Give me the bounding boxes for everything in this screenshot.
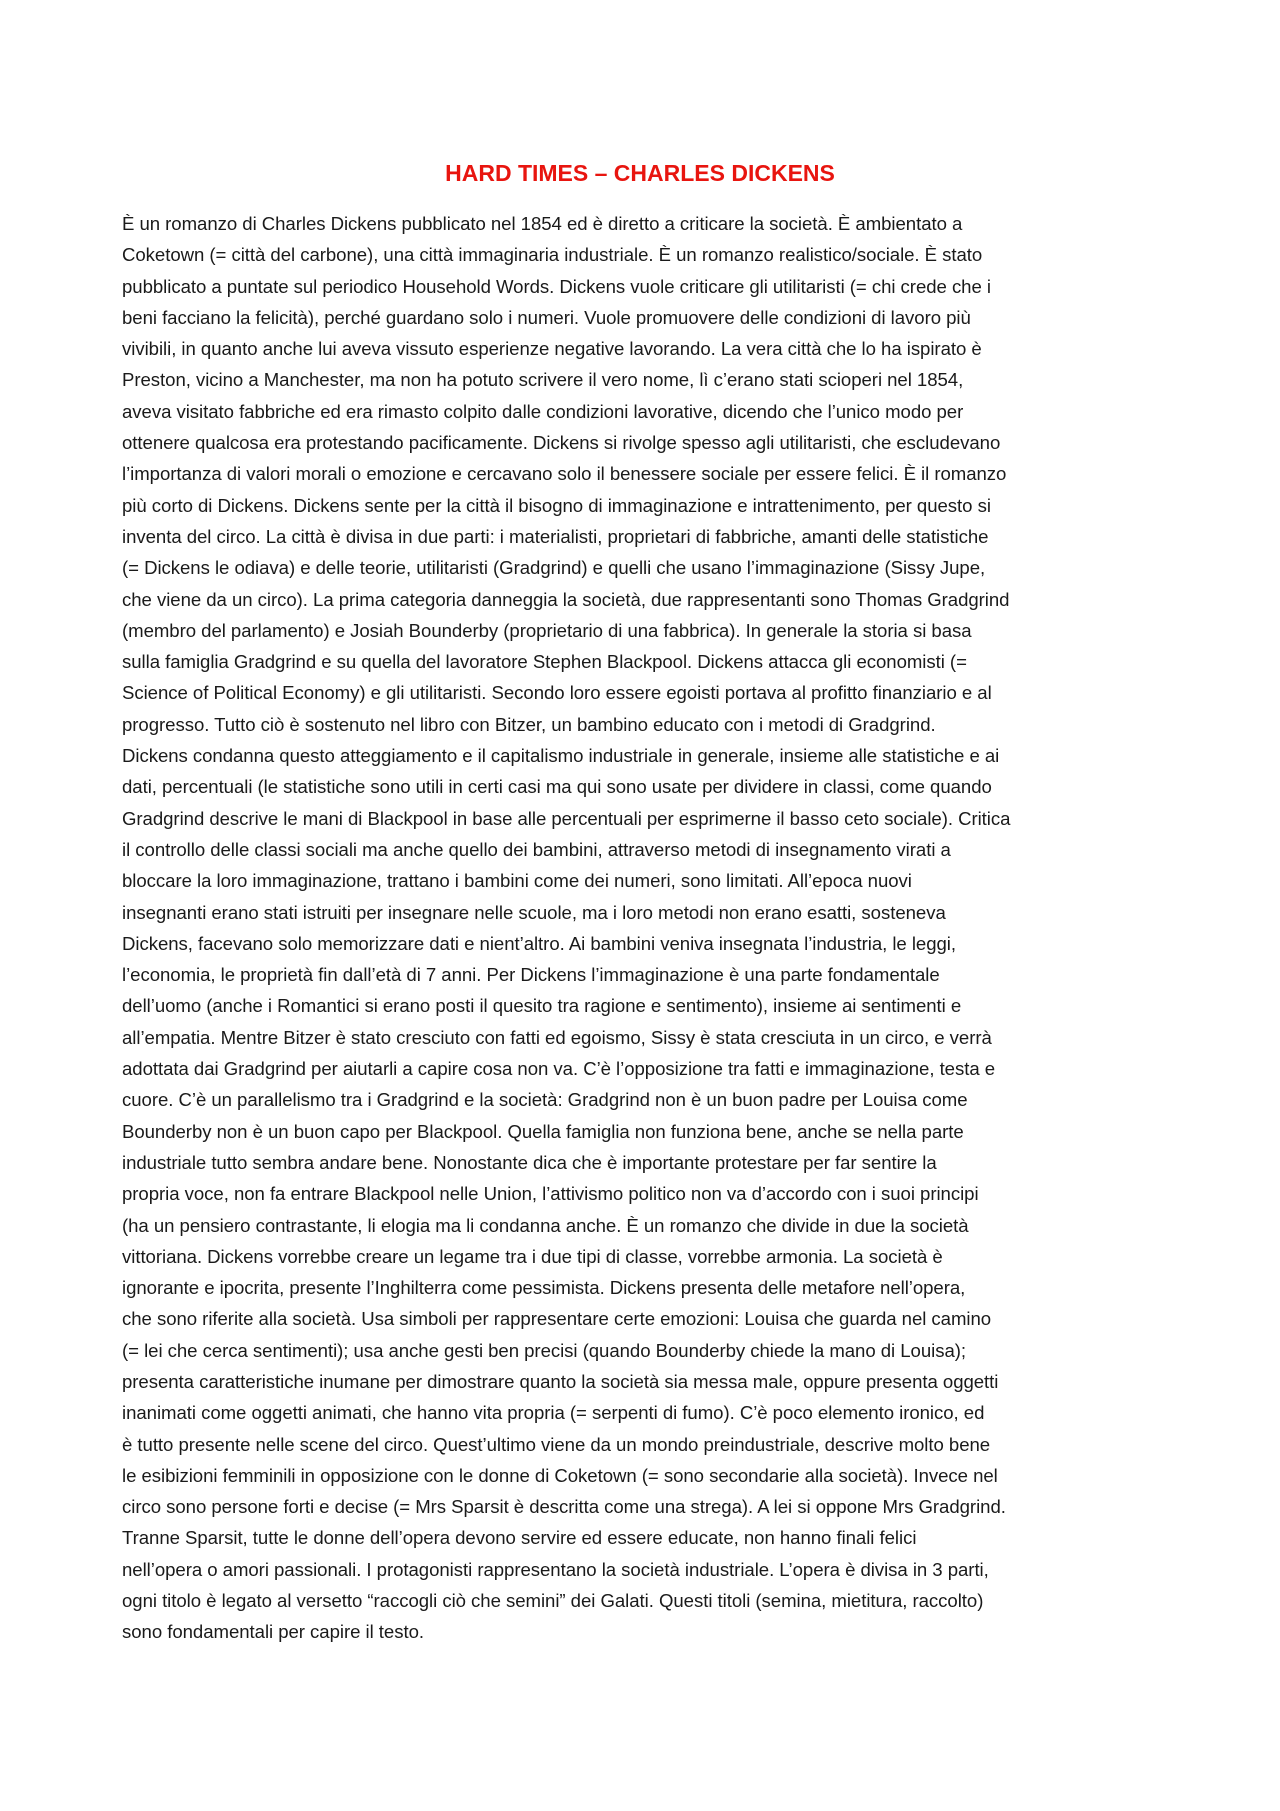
body-paragraph: È un romanzo di Charles Dickens pubblicato nel 1854 ed è diretto a criticare la società. È ambientato a Coketown (= città del carbone), una città immaginaria industriale. È un romanzo realistico/sociale. È stato pubblicato a puntate sul periodico Household Words. Dickens vuole criticare gli utilitaristi (= chi crede che i beni facciano la felicità), perché guardano solo i numeri. Vuole promuovere delle condizioni di lavoro più vivibili, in quanto anche lui aveva vissuto esperienze negative lavorando. La vera città che lo ha ispirato è Preston, vicino a Manchester, ma non ha potuto scrivere il vero nome, lì c’erano stati scioperi nel 1854, aveva visitato fabbriche ed era rimasto colpito dalle condizioni lavorative, dicendo che l’unico modo per ottenere qualcosa era protestando pacificamente. Dickens si rivolge spesso agli utilitaristi, che escludevano l’importanza di valori morali o emozione e cercavano solo il benessere sociale per essere felici. È il romanzo più corto di Dickens. Dickens sente per la città il bisogno di immaginazione e intrattenimento, per questo si inventa del circo. La città è divisa in due parti: i materialisti, proprietari di fabbriche, amanti delle statistiche (= Dickens le odiava) e delle teorie, utilitaristi (Gradgrind) e quelli che usano l’immaginazione (Sissy Jupe, che viene da un circo). La prima categoria danneggia la società, due rappresentanti sono Thomas Gradgrind (membro del parlamento) e Josiah Bounderby (proprietario di una fabbrica). In generale la storia si basa sulla famiglia Gradgrind e su quella del lavoratore Stephen Blackpool. Dickens attacca gli economisti (= Science of Political Economy) e gli utilitaristi. Secondo loro essere egoisti portava al profitto finanziario e al progresso. Tutto ciò è sostenuto nel libro con Bitzer, un bambino educato con i metodi di Gradgrind. Dickens condanna questo atteggiamento e il capitalismo industriale in generale, insieme alle statistiche e ai dati, percentuali (le statistiche sono utili in certi casi ma qui sono usate per dividere in classi, come quando Gradgrind descrive le mani di Blackpool in base alle percentuali per esprimerne il basso ceto sociale). Critica il controllo delle classi sociali ma anche quello dei bambini, attraverso metodi di insegnamento virati a bloccare la loro immaginazione, trattano i bambini come dei numeri, sono limitati. All’epoca nuovi insegnanti erano stati istruiti per insegnare nelle scuole, ma i loro metodi non erano esatti, sosteneva Dickens, facevano solo memorizzare dati e nient’altro. Ai bambini veniva insegnata l’industria, le leggi, l’economia, le proprietà fin dall’età di 7 anni. Per Dickens l’immaginazione è una parte fondamentale dell’uomo (anche i Romantici si erano posti il quesito tra ragione e sentimento), insieme ai sentimenti e all’empatia. Mentre Bitzer è stato cresciuto con fatti ed egoismo, Sissy è stata cresciuta in un circo, e verrà adottata dai Gradgrind per aiutarli a capire cosa non va. C’è l’opposizione tra fatti e immaginazione, testa e cuore. C’è un parallelismo tra i Gradgrind e la società: Gradgrind non è un buon padre per Louisa come Bounderby non è un buon capo per Blackpool. Quella famiglia non funziona bene, anche se nella parte industriale tutto sembra andare bene. Nonostante dica che è importante protestare per far sentire la propria voce, non fa entrare Blackpool nelle Union, l’attivismo politico non va d’accordo con i suoi principi (ha un pensiero contrastante, li elogia ma li condanna anche. È un romanzo che divide in due la società vittoriana. Dickens vorrebbe creare un legame tra i due tipi di classe, vorrebbe armonia. La società è ignorante e ipocrita, presente l’Inghilterra come pessimista. Dickens presenta delle metafore nell’opera, che sono riferite alla società. Usa simboli per rappresentare certe emozioni: Louisa che guarda nel camino (= lei che cerca sentimenti); usa anche gesti ben precisi (quando Bounderby chiede la mano di Louisa); presenta caratteristiche inumane per dimostrare quanto la società sia messa male, oppure presenta oggetti inanimati come oggetti animati, che hanno vita propria (= serpenti di fumo). C’è poco elemento ironico, ed è tutto presente nelle scene del circo. Quest’ultimo viene da un mondo preindustriale, descrive molto bene le esibizioni femminili in opposizione con le donne di Coketown (= sono secondarie alla società). Invece nel circo sono persone forti e decise (= Mrs Sparsit è descritta come una strega). A lei si oppone Mrs Gradgrind. Tranne Sparsit, tutte le donne dell’opera devono servire ed essere educate, non hanno finali felici nell’opera o amori passionali. I protagonisti rappresentano la società industriale. L’opera è divisa in 3 parti, ogni titolo è legato al versetto “raccogli ciò che semini” dei Galati. Questi titoli (semina, mietitura, raccolto) sono fondamentali per capire il testo. (122, 213, 1011, 1643)
page-title: HARD TIMES – CHARLES DICKENS (445, 160, 835, 186)
